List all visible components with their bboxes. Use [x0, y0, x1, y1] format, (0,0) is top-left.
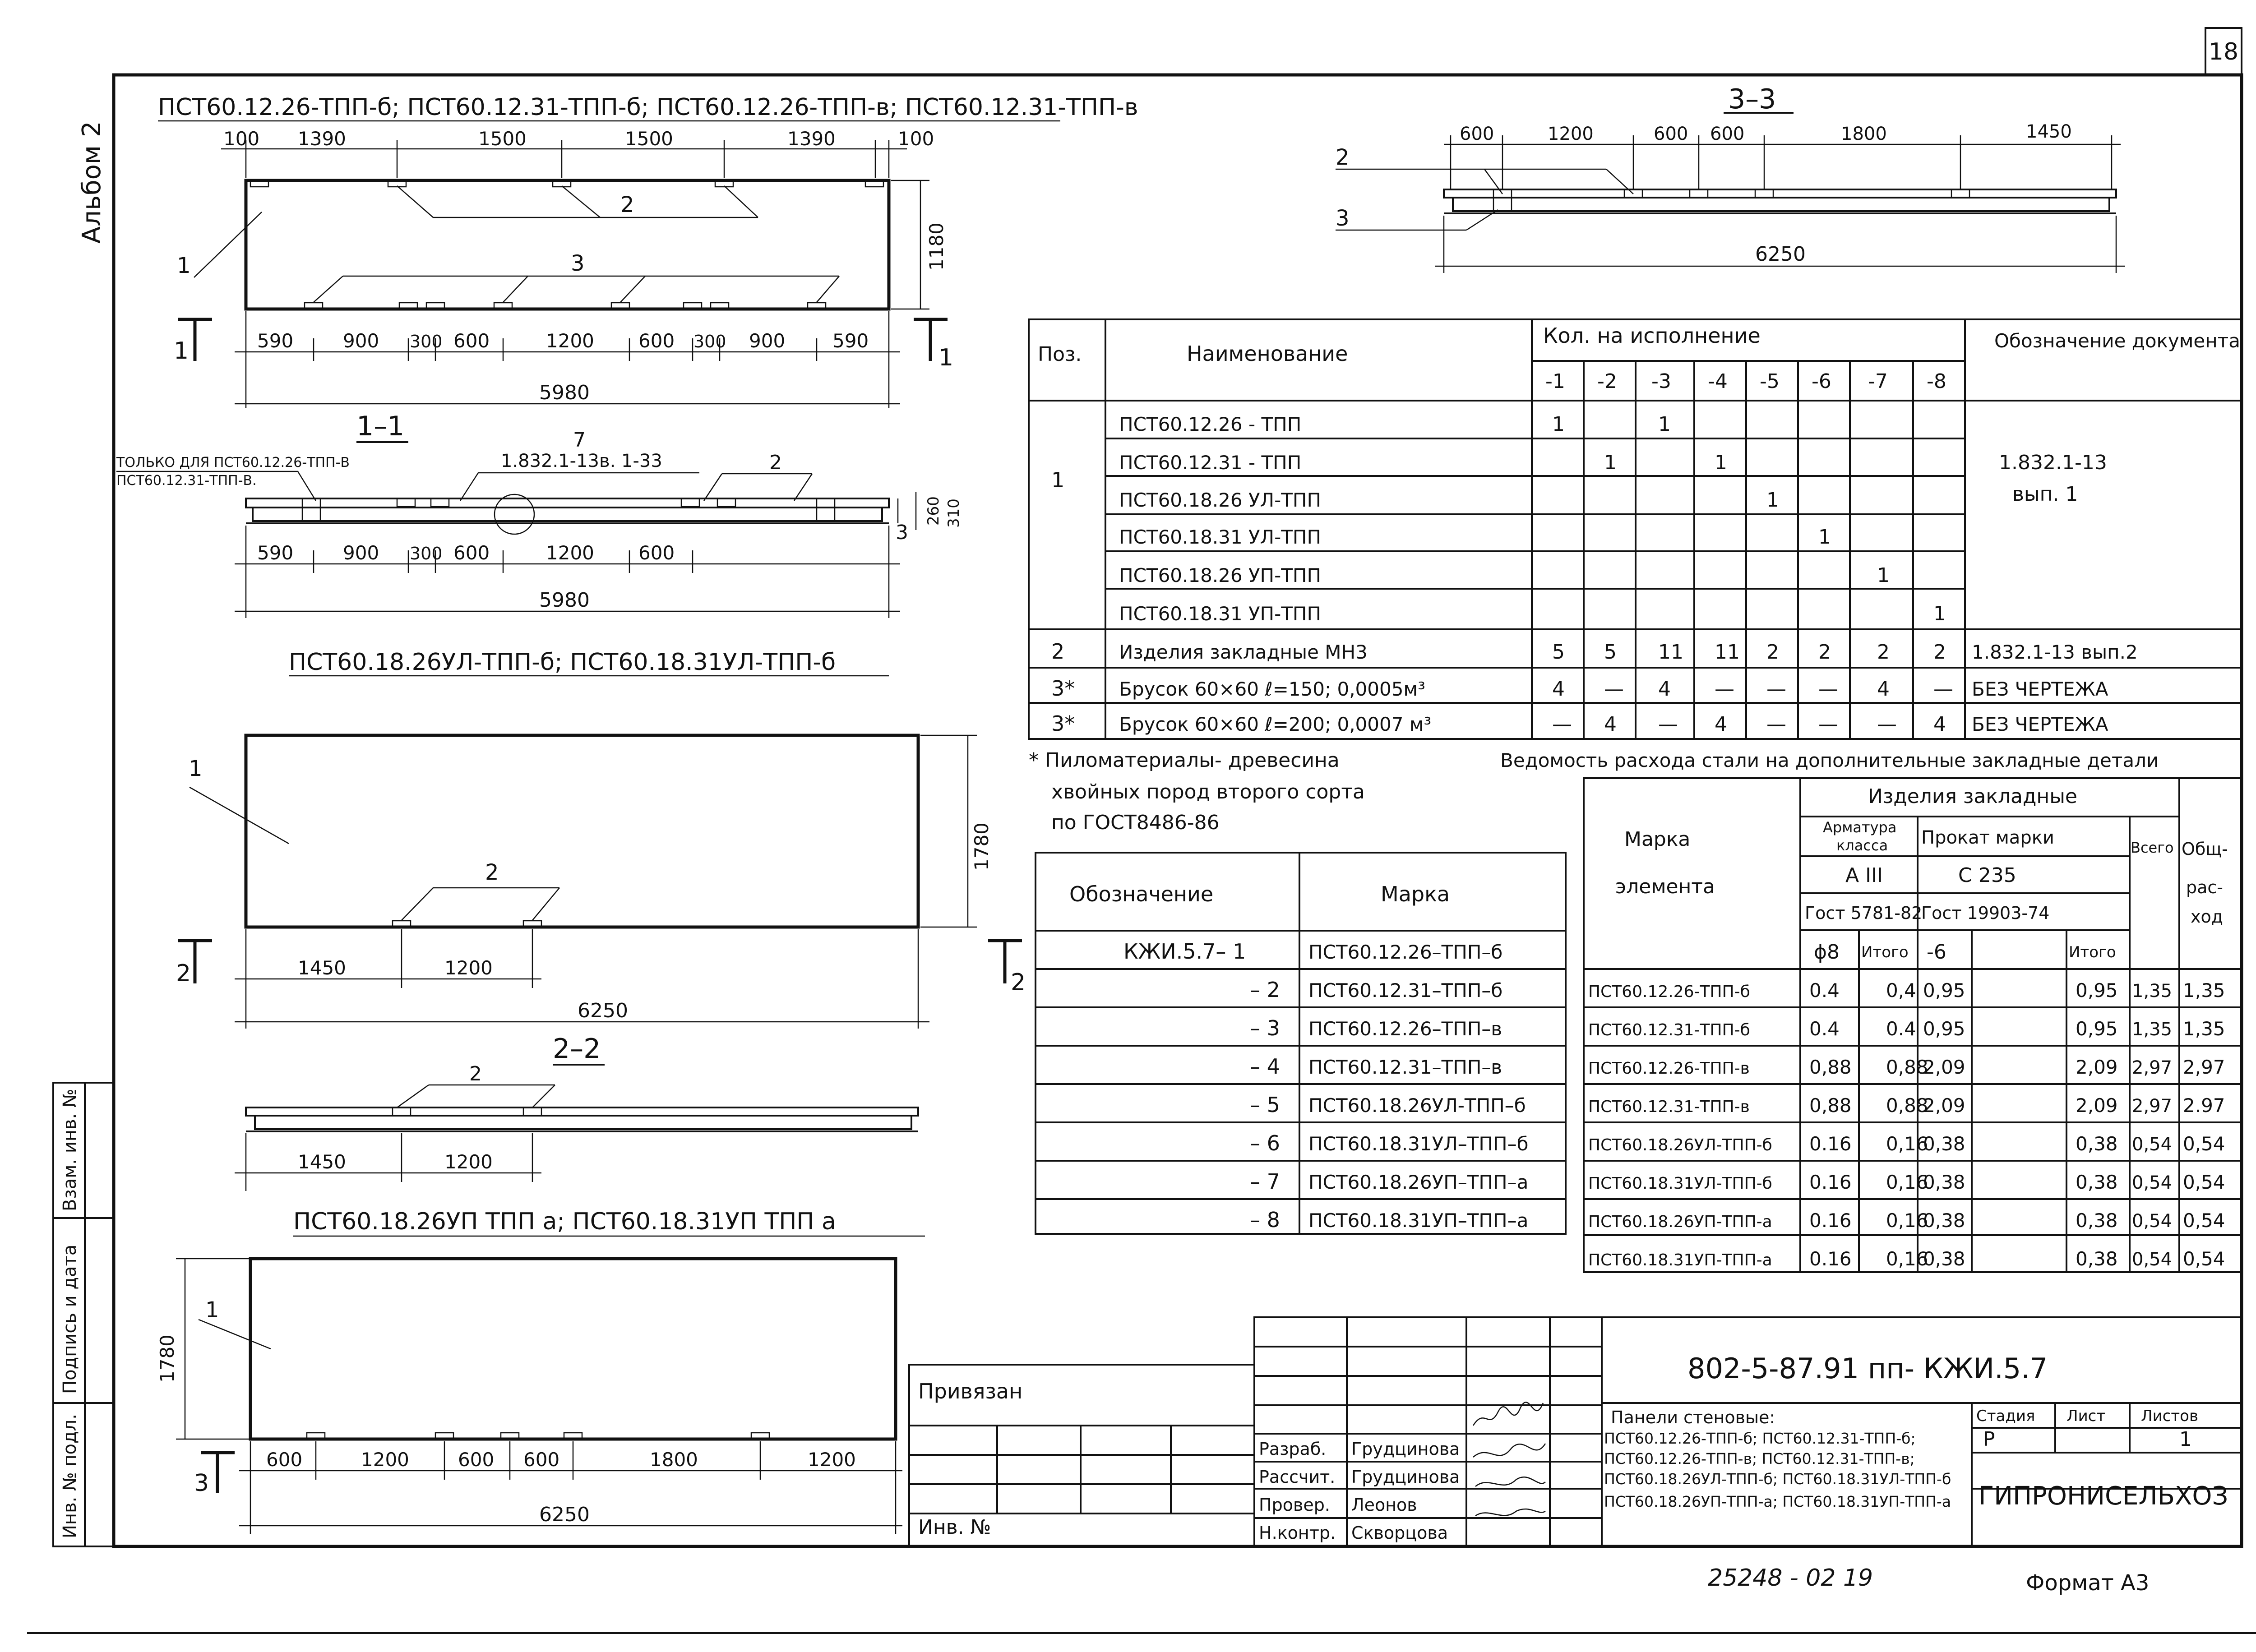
- spec-row-qty: 2: [1877, 641, 1890, 664]
- steel-row-all: 2,97: [2132, 1057, 2173, 1078]
- mark-header-mark: Марка: [1381, 882, 1450, 906]
- section-2-dim-1: 1450: [298, 1151, 346, 1173]
- mark-row-mark: ПСТ60.18.31УЛ–ТПП–б: [1308, 1133, 1529, 1155]
- steel-header-rolled: Прокат марки: [1921, 827, 2054, 848]
- tb-organization: ГИПРОНИСЕЛЬХОЗ: [1979, 1481, 2228, 1511]
- view-bottom-dim-3: 600: [458, 1449, 495, 1471]
- steel-row-d8: 0.16: [1809, 1171, 1852, 1193]
- spec-row-qty: 1: [1933, 602, 1946, 625]
- view-mid-total: 6250: [578, 999, 628, 1022]
- section-3-dim-4: 600: [1710, 124, 1745, 144]
- steel-row-itogo2: 0,38: [2076, 1133, 2118, 1155]
- spec-group-doc-2: вып. 1: [2012, 483, 2078, 506]
- section-3-dim-6: 1450: [2026, 121, 2072, 142]
- steel-header-mark-2: элемента: [1615, 875, 1715, 898]
- view-mid-dim-2: 1200: [444, 957, 493, 979]
- tb-people: [1259, 1439, 1460, 1543]
- tb-desc-1: Панели стеновые:: [1611, 1407, 1775, 1427]
- view-top-section-right: 1: [938, 344, 954, 371]
- steel-row-mark: ПСТ60.12.26-ТПП-б: [1588, 983, 1750, 1001]
- view-top-dim-1: 100: [223, 128, 260, 150]
- spec-variant-6: -6: [1812, 370, 1831, 393]
- spec-row-qty: 1: [1766, 489, 1779, 512]
- steel-row-p6: 0,38: [1923, 1248, 1965, 1270]
- section-1-title: 1–1: [356, 411, 405, 442]
- steel-header-itogo2: Итого: [2069, 943, 2116, 961]
- steel-row-mark: ПСТ60.12.31-ТПП-в: [1588, 1098, 1750, 1116]
- view-top: [158, 94, 1138, 408]
- view-top-dim-6: 100: [898, 128, 934, 150]
- section-1-dim-3: 300: [410, 544, 443, 563]
- spec-variant-7: -7: [1868, 370, 1888, 393]
- spec-row-name: ПСТ60.18.26 УП-ТПП: [1119, 564, 1322, 586]
- section-1-note-1: ТОЛЬКО ДЛЯ ПСТ60.12.26-ТПП-В: [116, 455, 350, 471]
- view-top-total: 5980: [539, 381, 590, 404]
- tb-person-name: Грудцинова: [1351, 1439, 1460, 1459]
- spec-row-name: ПСТ60.18.31 УП-ТПП: [1119, 603, 1322, 625]
- steel-header-itogo: Итого: [1861, 943, 1909, 961]
- mark-table: [1036, 853, 1566, 1234]
- view-top-bdim-4: 600: [453, 330, 490, 352]
- steel-row-total: 1,35: [2183, 1018, 2225, 1040]
- steel-row-all: 1,35: [2132, 1019, 2173, 1040]
- steel-row-all: 1,35: [2132, 981, 2173, 1001]
- view-bottom-title: ПСТ60.18.26УП ТПП а; ПСТ60.18.31УП ТПП а: [293, 1208, 836, 1235]
- spec-row-qty: —: [1552, 713, 1572, 736]
- steel-header-d8: ϕ8: [1814, 941, 1840, 964]
- steel-row-d8: 0.16: [1809, 1209, 1852, 1232]
- signature-mark-4: [1475, 1509, 1545, 1516]
- left-stamp: [53, 1083, 114, 1546]
- section-3-dim-5: 1800: [1841, 124, 1887, 144]
- steel-header-rolled-grade: С 235: [1958, 864, 2016, 887]
- mark-row-mark: ПСТ60.12.26–ТПП–б: [1308, 941, 1503, 963]
- steel-row-mark: ПСТ60.18.31УП-ТПП-а: [1588, 1251, 1772, 1269]
- view-bottom: [156, 1208, 925, 1534]
- signature-mark-2: [1473, 1444, 1545, 1457]
- mark-row-mark: ПСТ60.12.31–ТПП–в: [1308, 1056, 1502, 1078]
- steel-row-mark: ПСТ60.18.26УЛ-ТПП-б: [1588, 1136, 1772, 1154]
- steel-row-p6: 0,95: [1923, 1018, 1965, 1040]
- steel-row-mark: ПСТ60.12.31-ТПП-б: [1588, 1021, 1750, 1039]
- section-3-dim-3: 600: [1654, 124, 1688, 144]
- steel-header-rebar-class: А III: [1845, 864, 1883, 887]
- stamp-replace-label: Взам. инв. №: [60, 1089, 80, 1211]
- steel-header-embedded: Изделия закладные: [1868, 785, 2077, 808]
- title-block: [909, 1317, 2242, 1546]
- tb-privyazan: Привязан: [918, 1379, 1023, 1403]
- steel-header-minus6: -6: [1927, 941, 1946, 964]
- spec-variant-4: -4: [1708, 370, 1728, 393]
- spec-row-qty: 1: [1658, 413, 1671, 436]
- spec-row-name: ПСТ60.18.26 УЛ-ТПП: [1119, 489, 1322, 511]
- view-top-bdim-9: 590: [832, 330, 869, 352]
- spec-variant-1: -1: [1545, 370, 1565, 393]
- view-mid-title: ПСТ60.18.26УЛ-ТПП-б; ПСТ60.18.31УЛ-ТПП-б: [289, 649, 836, 676]
- section-2-callout: 2: [469, 1062, 482, 1085]
- mark-row-code: – 5: [1250, 1093, 1280, 1117]
- view-top-dim-4: 1500: [625, 128, 673, 150]
- panel-view-top: [246, 180, 889, 309]
- spec-row-qty: 4: [1715, 713, 1727, 736]
- steel-title: Ведомость расхода стали на дополнительные закладные детали: [1500, 749, 2159, 771]
- steel-row-d8: 0,88: [1809, 1056, 1852, 1078]
- steel-header-rebar-1: Арматура: [1823, 819, 1897, 836]
- sheet-number: 18: [2208, 38, 2239, 65]
- steel-row-mark: ПСТ60.18.26УП-ТПП-а: [1588, 1213, 1772, 1231]
- section-1-total: 5980: [539, 589, 590, 612]
- view-top-bdim-8: 900: [749, 330, 786, 352]
- steel-row-itogo2: 2,09: [2076, 1094, 2118, 1117]
- steel-header-total: Всего: [2131, 839, 2174, 856]
- tb-desc-3: ПСТ60.12.26-ТПП-в; ПСТ60.12.31-ТПП-в;: [1604, 1450, 1915, 1467]
- view-top-callout-2: 2: [620, 192, 634, 217]
- steel-row-itogo1: 0,4: [1886, 979, 1916, 1001]
- mark-header-designation: Обозначение: [1069, 882, 1214, 906]
- spec-row-qty: 4: [1933, 713, 1946, 736]
- steel-row-p6: 0,95: [1923, 979, 1965, 1001]
- view-top-bdim-6: 600: [638, 330, 675, 352]
- spec-header-qty: Кол. на исполнение: [1543, 323, 1761, 348]
- section-3-dim-1: 600: [1460, 124, 1494, 144]
- section-3-dim-2: 1200: [1548, 124, 1594, 144]
- section-2-2: [235, 1033, 918, 1191]
- steel-table: [1500, 749, 2242, 1272]
- section-1-note-2: ПСТ60.12.31-ТПП-В.: [116, 473, 257, 489]
- view-top-title: ПСТ60.12.26-ТПП-б; ПСТ60.12.31-ТПП-б; ПСТ60.12.26-ТПП-в; ПСТ60.12.31-ТПП-в: [158, 94, 1138, 121]
- steel-row-itogo1: 0,16: [1886, 1133, 1928, 1155]
- spec-row-pos: 3*: [1051, 711, 1075, 736]
- view-top-bdim-2: 900: [343, 330, 379, 352]
- view-bottom-dim-5: 1800: [650, 1449, 698, 1471]
- tb-inv: Инв. №: [918, 1516, 991, 1539]
- view-top-height: 1180: [925, 222, 948, 271]
- signature-mark-3: [1475, 1477, 1545, 1486]
- view-top-dim-3: 1500: [478, 128, 527, 150]
- steel-row-total: 2.97: [2183, 1094, 2225, 1117]
- spec-variant-5: -5: [1760, 370, 1780, 393]
- spec-header-pos: Поз.: [1038, 343, 1082, 366]
- steel-row-p6: 2,09: [1923, 1056, 1965, 1078]
- spec-row-name: Брусок 60×60 ℓ=200; 0,0007 м³: [1119, 713, 1432, 735]
- section-3-title: 3–3: [1728, 83, 1776, 115]
- steel-row-all: 0,54: [2132, 1249, 2173, 1270]
- view-mid-callout-2: 2: [485, 860, 499, 885]
- tb-desc-4: ПСТ60.18.26УЛ-ТПП-б; ПСТ60.18.31УЛ-ТПП-б: [1604, 1470, 1951, 1488]
- steel-row-p6: 2,09: [1923, 1094, 1965, 1117]
- section-2-dim-2: 1200: [444, 1151, 493, 1173]
- mark-row-code: – 3: [1250, 1016, 1280, 1040]
- tb-person-role: Разраб.: [1259, 1439, 1327, 1459]
- spec-row-qty: —: [1715, 678, 1734, 701]
- view-bottom-dim-6: 1200: [808, 1449, 856, 1471]
- steel-row-itogo2: 0,38: [2076, 1209, 2118, 1232]
- section-1-callout-3: 3: [896, 521, 908, 544]
- steel-row-d8: 0.4: [1809, 1018, 1840, 1040]
- tb-person-role: Рассчит.: [1259, 1467, 1336, 1487]
- view-top-section-left: 1: [174, 337, 189, 365]
- steel-row-total: 1,35: [2183, 979, 2225, 1001]
- section-1-callout-2: 2: [769, 451, 782, 474]
- view-mid-section-left: 2: [176, 960, 191, 987]
- steel-row-all: 0,54: [2132, 1172, 2173, 1193]
- spec-row-qty: 1: [1552, 413, 1565, 436]
- spec-row-qty: 4: [1877, 678, 1890, 701]
- mark-row-mark: ПСТ60.18.31УП–ТПП–а: [1308, 1209, 1529, 1232]
- spec-row-name: ПСТ60.18.31 УЛ-ТПП: [1119, 526, 1322, 548]
- spec-row-qty: 4: [1552, 678, 1565, 701]
- spec-group-doc-1: 1.832.1-13: [1999, 451, 2107, 474]
- footnote-line-1: * Пиломатериалы- древесина: [1029, 749, 1340, 772]
- mark-row-code: – 8: [1250, 1208, 1280, 1232]
- tb-sheet-label: Лист: [2066, 1407, 2106, 1425]
- view-top-callout-3: 3: [571, 251, 585, 276]
- inventory-number: 25248 - 02 19: [1708, 1564, 1873, 1592]
- steel-row-d8: 0.16: [1809, 1248, 1852, 1270]
- steel-header-overall-2: рас-: [2186, 877, 2224, 897]
- steel-row-itogo2: 0,95: [2076, 979, 2118, 1001]
- spec-row-name: Брусок 60×60 ℓ=150; 0,0005м³: [1119, 678, 1425, 700]
- spec-row-doc: БЕЗ ЧЕРТЕЖА: [1972, 678, 2108, 700]
- steel-row-p6: 0,38: [1923, 1209, 1965, 1232]
- spec-row-qty: —: [1877, 713, 1897, 736]
- steel-row-itogo1: 0.4: [1886, 1018, 1916, 1040]
- steel-row-itogo1: 0,16: [1886, 1171, 1928, 1193]
- section-3-callout-2: 2: [1336, 145, 1350, 170]
- view-bottom-callout: 1: [205, 1297, 219, 1323]
- spec-row-qty: 5: [1552, 641, 1565, 664]
- steel-row-itogo2: 0,38: [2076, 1171, 2118, 1193]
- spec-variant-3: -3: [1651, 370, 1671, 393]
- section-1-dim-4: 600: [453, 542, 490, 564]
- section-2-title: 2–2: [553, 1033, 601, 1065]
- steel-row-itogo2: 2,09: [2076, 1056, 2118, 1078]
- tb-person-name: Грудцинова: [1351, 1467, 1460, 1487]
- mark-row-code: КЖИ.5.7– 1: [1123, 939, 1246, 964]
- view-top-dim-5: 1390: [787, 128, 836, 150]
- tb-person-role: Провер.: [1259, 1495, 1330, 1515]
- spec-row-qty: —: [1766, 713, 1786, 736]
- spec-variant-8: -8: [1927, 370, 1946, 393]
- view-top-bdim-7: 300: [693, 332, 726, 351]
- footnote-line-3: по ГОСТ8486-86: [1051, 811, 1220, 834]
- spec-row-name: ПСТ60.12.31 - ТПП: [1119, 452, 1302, 474]
- view-mid-callout-1: 1: [189, 756, 203, 781]
- spec-row-name: Изделия закладные МН3: [1119, 641, 1368, 663]
- steel-row-all: 0,54: [2132, 1134, 2173, 1155]
- steel-header-overall-1: Общ-: [2182, 839, 2228, 859]
- view-bottom-dim-1: 600: [266, 1449, 303, 1471]
- section-1-dim-2: 900: [343, 542, 379, 564]
- steel-row-total: 0,54: [2183, 1248, 2225, 1270]
- steel-header-rebar-2: класса: [1836, 837, 1888, 854]
- tb-person-role: Н.контр.: [1259, 1523, 1336, 1543]
- spec-row-qty: 2: [1766, 641, 1779, 664]
- view-bottom-dim-2: 1200: [361, 1449, 409, 1471]
- section-3-3: [1336, 83, 2125, 273]
- mark-rows: [1123, 939, 1529, 1232]
- mark-row-code: – 7: [1250, 1169, 1280, 1194]
- tb-person-name: Леонов: [1351, 1495, 1417, 1515]
- view-top-bdim-1: 590: [257, 330, 294, 352]
- steel-row-itogo1: 0,88: [1886, 1056, 1928, 1078]
- section-1-callout-7: 7: [573, 429, 586, 452]
- spec-row-doc: 1.832.1-13 вып.2: [1972, 641, 2138, 663]
- tb-designation: 802-5-87.91 пп- КЖИ.5.7: [1687, 1352, 2048, 1385]
- steel-row-p6: 0,38: [1923, 1133, 1965, 1155]
- spec-row-qty: 11: [1658, 641, 1683, 664]
- mark-row-mark: ПСТ60.12.31–ТПП–б: [1308, 979, 1503, 1001]
- spec-row-pos: 2: [1051, 639, 1065, 664]
- sheet-format: Формат А3: [2026, 1570, 2150, 1596]
- steel-row-itogo2: 0,38: [2076, 1248, 2118, 1270]
- panel-view-mid: [246, 735, 918, 927]
- tb-desc-2: ПСТ60.12.26-ТПП-б; ПСТ60.12.31-ТПП-б;: [1604, 1430, 1916, 1447]
- footnote-line-2: хвойных пород второго сорта: [1051, 780, 1365, 803]
- spec-row-qty: 1: [1818, 526, 1831, 549]
- stamp-inv-label: Инв. № подл.: [60, 1414, 80, 1538]
- view-mid: [176, 649, 1026, 1029]
- tb-sheets-label: Листов: [2141, 1407, 2199, 1425]
- view-top-callout-1: 1: [177, 253, 191, 278]
- view-bottom-dim-4: 600: [523, 1449, 560, 1471]
- mark-row-mark: ПСТ60.18.26УП–ТПП–а: [1308, 1171, 1529, 1193]
- view-bottom-height: 1780: [156, 1334, 178, 1383]
- spec-row-qty: 1: [1604, 451, 1617, 474]
- view-bottom-total: 6250: [539, 1503, 590, 1526]
- steel-row-d8: 0.4: [1809, 979, 1840, 1001]
- spec-row-pos: 1: [1051, 468, 1065, 492]
- mark-row-mark: ПСТ60.12.26–ТПП–в: [1308, 1018, 1502, 1040]
- view-top-dim-2: 1390: [298, 128, 346, 150]
- section-1-h2: 310: [945, 498, 963, 528]
- mark-row-code: – 6: [1250, 1131, 1280, 1155]
- spec-row-qty: —: [1658, 713, 1678, 736]
- stamp-signature-label: Подпись и дата: [60, 1244, 80, 1394]
- section-1-1: [116, 411, 963, 618]
- spec-row-qty: 4: [1604, 713, 1617, 736]
- steel-header-overall-3: ход: [2191, 907, 2224, 927]
- section-1-dim-1: 590: [257, 542, 294, 564]
- steel-row-d8: 0.16: [1809, 1133, 1852, 1155]
- spec-row-qty: —: [1933, 678, 1953, 701]
- view-mid-section-right: 2: [1011, 969, 1026, 996]
- tb-desc-5: ПСТ60.18.26УП-ТПП-а; ПСТ60.18.31УП-ТПП-а: [1604, 1493, 1951, 1510]
- section-1-ref: 1.832.1-13в. 1-33: [501, 451, 662, 471]
- spec-row-name: ПСТ60.12.26 - ТПП: [1119, 413, 1302, 435]
- spec-row-qty: 2: [1818, 641, 1831, 664]
- section-1-h1: 260: [925, 496, 943, 526]
- steel-row-all: 0,54: [2132, 1211, 2173, 1232]
- steel-row-total: 2,97: [2183, 1056, 2225, 1078]
- section-3-total: 6250: [1755, 243, 1806, 266]
- spec-row-qty: 1: [1877, 564, 1890, 587]
- spec-row-qty: —: [1818, 713, 1838, 736]
- steel-row-mark: ПСТ60.18.31УЛ-ТПП-б: [1588, 1174, 1772, 1193]
- spec-row-qty: 4: [1658, 678, 1671, 701]
- spec-table: [1029, 319, 2242, 739]
- section-1-dim-5: 1200: [546, 542, 594, 564]
- steel-header-mark-1: Марка: [1624, 828, 1691, 851]
- spec-row-doc: БЕЗ ЧЕРТЕЖА: [1972, 713, 2108, 735]
- view-top-bdim-5: 1200: [546, 330, 594, 352]
- tb-stage-label: Стадия: [1976, 1407, 2035, 1425]
- steel-header-rebar-gost: Гост 5781-82: [1805, 903, 1923, 923]
- section-1-dim-6: 600: [638, 542, 675, 564]
- steel-row-itogo1: 0,88: [1886, 1094, 1928, 1117]
- album-label: Альбом 2: [77, 121, 106, 244]
- view-bottom-section: 3: [194, 1470, 209, 1497]
- panel-view-bottom: [250, 1259, 896, 1439]
- steel-row-p6: 0,38: [1923, 1171, 1965, 1193]
- steel-header-rolled-gost: Гост 19903-74: [1921, 903, 2050, 923]
- spec-row-qty: —: [1818, 678, 1838, 701]
- spec-row-qty: 5: [1604, 641, 1617, 664]
- view-mid-dim-1: 1450: [298, 957, 346, 979]
- section-3-callout-3: 3: [1336, 206, 1350, 231]
- spec-header-doc: Обозначение документа: [1994, 330, 2240, 352]
- steel-row-total: 0,54: [2183, 1171, 2225, 1193]
- view-top-bdim-3: 300: [410, 332, 443, 351]
- spec-row-qty: 11: [1715, 641, 1740, 664]
- mark-row-mark: ПСТ60.18.26УЛ-ТПП–б: [1308, 1094, 1526, 1117]
- spec-row-qty: 1: [1715, 451, 1727, 474]
- steel-row-itogo2: 0,95: [2076, 1018, 2118, 1040]
- spec-row-qty: —: [1604, 678, 1624, 701]
- mark-row-code: – 2: [1250, 978, 1280, 1002]
- footnote: [1029, 749, 1365, 834]
- steel-row-all: 2,97: [2132, 1096, 2173, 1117]
- steel-row-itogo1: 0,16: [1886, 1248, 1928, 1270]
- spec-rows: [1051, 413, 2138, 736]
- tb-person-name: Скворцова: [1351, 1523, 1448, 1543]
- spec-row-qty: —: [1766, 678, 1786, 701]
- spec-row-qty: 2: [1933, 641, 1946, 664]
- view-mid-height: 1780: [971, 822, 993, 871]
- steel-row-total: 0,54: [2183, 1209, 2225, 1232]
- steel-row-mark: ПСТ60.12.26-ТПП-в: [1588, 1059, 1750, 1078]
- spec-header-name: Наименование: [1187, 341, 1348, 366]
- steel-row-itogo1: 0,16: [1886, 1209, 1928, 1232]
- tb-sheets: 1: [2179, 1428, 2192, 1451]
- spec-variant-2: -2: [1597, 370, 1617, 393]
- tb-stage: Р: [1983, 1428, 1995, 1451]
- steel-row-d8: 0,88: [1809, 1094, 1852, 1117]
- spec-row-pos: 3*: [1051, 676, 1075, 701]
- mark-row-code: – 4: [1250, 1054, 1280, 1079]
- steel-row-total: 0,54: [2183, 1133, 2225, 1155]
